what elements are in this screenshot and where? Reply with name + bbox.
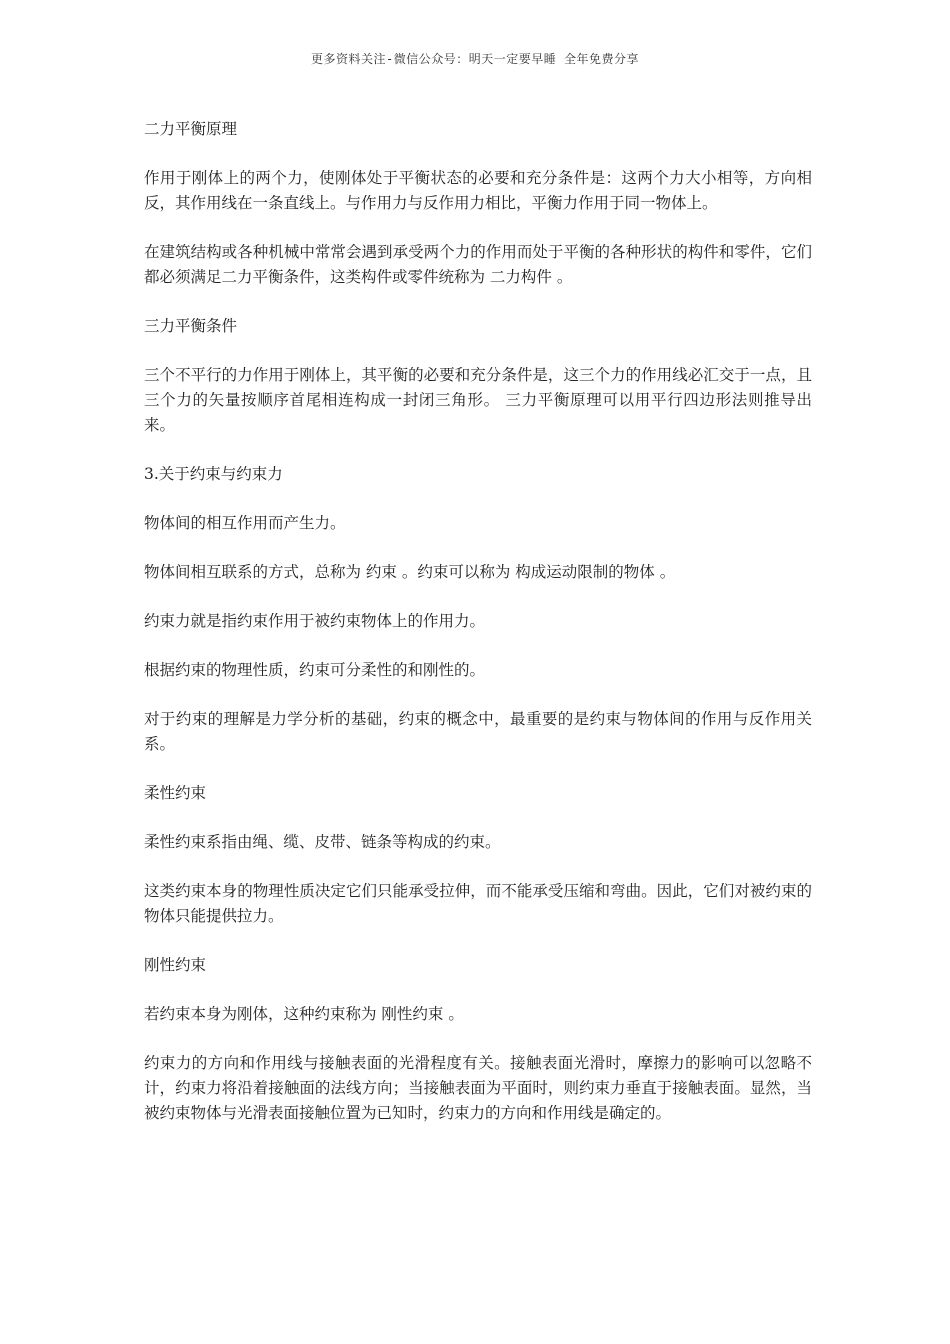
paragraph: 这类约束本身的物理性质决定它们只能承受拉伸，而不能承受压缩和弯曲。因此，它们对被约束的物体只能提供拉力。 (144, 882, 812, 925)
paragraph: 约束力就是指约束作用于被约束物体上的作用力。 (144, 612, 486, 630)
paragraph: 三个不平行的力作用于刚体上，其平衡的必要和充分条件是，这三个力的作用线必汇交于一点，且三个力的矢量按顺序首尾相连构成一封闭三角形。 三力平衡原理可以用平行四边形法则推导出来。 (144, 366, 812, 434)
paragraph: 物体间的相互作用而产生力。 (144, 514, 346, 532)
paragraph: 若约束本身为刚体，这种约束称为 刚性约束 。 (144, 1005, 464, 1023)
section-heading: 三力平衡条件 (144, 317, 238, 335)
section-heading: 二力平衡原理 (144, 120, 238, 138)
paragraph: 在建筑结构或各种机械中常常会遇到承受两个力的作用而处于平衡的各种形状的构件和零件，它们都必须满足二力平衡条件，这类构件或零件统称为 二力构件 。 (144, 243, 812, 286)
paragraph: 对于约束的理解是力学分析的基础，约束的概念中，最重要的是约束与物体间的作用与反作用关系。 (144, 710, 812, 753)
paragraph: 根据约束的物理性质，约束可分柔性的和刚性的。 (144, 661, 486, 679)
paragraph: 物体间相互联系的方式，总称为 约束 。约束可以称为 构成运动限制的物体 。 (144, 563, 676, 581)
paragraph: 约束力的方向和作用线与接触表面的光滑程度有关。接触表面光滑时，摩擦力的影响可以忽略不计，约束力将沿着接触面的法线方向；当接触表面为平面时，则约束力垂直于接触表面。显然，当被约束物体与光滑表面接触位置为已知时，约束力的方向和作用线是确定的。 (144, 1054, 812, 1122)
section-heading: 刚性约束 (144, 956, 207, 974)
section-heading: 柔性约束 (144, 784, 207, 802)
paragraph: 柔性约束系指由绳、缆、皮带、链条等构成的约束。 (144, 833, 501, 851)
document-body (144, 117, 812, 1150)
paragraph: 作用于刚体上的两个力，使刚体处于平衡状态的必要和充分条件是：这两个力大小相等，方向相反，其作用线在一条直线上。与作用力与反作用力相比，平衡力作用于同一物体上。 (144, 169, 812, 212)
section-heading: 3.关于约束与约束力 (144, 465, 283, 483)
header-note: 更多资料关注-微信公众号：明天一定要早睡 全年免费分享 (311, 52, 639, 66)
